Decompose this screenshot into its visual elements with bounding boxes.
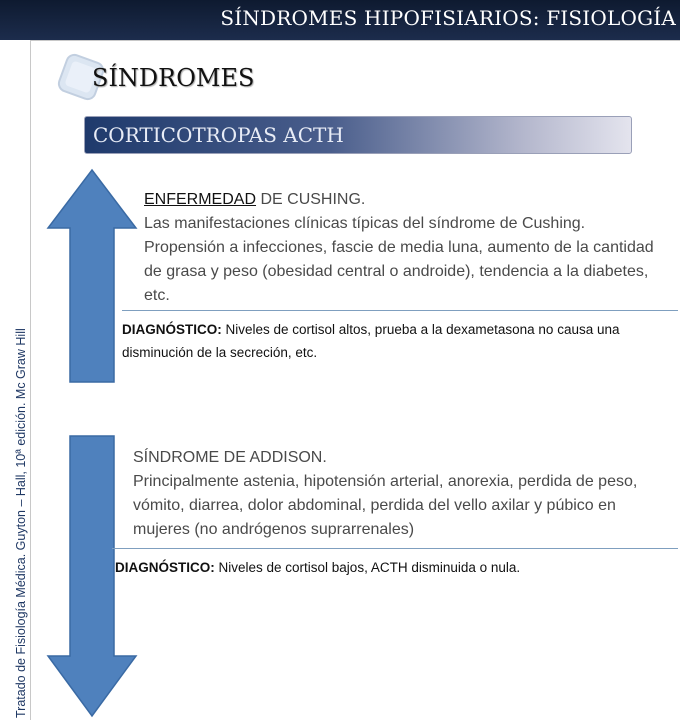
addison-dx-label: DIAGNÓSTICO:: [115, 560, 215, 575]
page-title: SÍNDROMES: [92, 64, 255, 92]
cushing-heading-underlined: ENFERMEDAD: [144, 191, 257, 208]
citation-text: Tratado de Fisiología Médica. Guyton – Hall, 10ª edición. Mc Graw Hill: [14, 328, 28, 718]
cushing-description: Las manifestaciones clínicas típicas del síndrome de Cushing. Propensión a infecciones, fascie de media luna, aumento de la cantidad de grasa y peso (obesidad central o androide), tendencia a la diabetes, etc.: [144, 215, 654, 304]
addison-block: [133, 446, 673, 542]
header-bar: [0, 0, 680, 40]
cushing-divider: [122, 310, 678, 311]
cushing-dx-label: DIAGNÓSTICO:: [122, 322, 222, 337]
addison-dx-text: Niveles de cortisol bajos, ACTH disminuida o nula.: [214, 560, 521, 575]
addison-heading: SÍNDROME DE ADDISON.: [133, 449, 327, 466]
addison-divider: [112, 548, 678, 549]
addison-diagnosis: [115, 556, 675, 579]
addison-description: Principalmente astenia, hipotensión arterial, anorexia, perdida de peso, vómito, diarrea, dolor abdominal, perdida del vello axilar y púbico en mujeres (no andrógenos suprarrenales): [133, 473, 638, 538]
cushing-heading: [144, 188, 664, 212]
cushing-dx-text: Niveles de cortisol altos, prueba a la dexametasona no causa una disminución de la secreción, etc.: [122, 322, 620, 360]
header-title: SÍNDROMES HIPOFISIARIOS: FISIOLOGÍA: [220, 6, 676, 30]
cushing-diagnosis: [122, 318, 662, 364]
cushing-heading-rest: DE CUSHING.: [256, 191, 366, 208]
section-header-label: CORTICOTROPAS ACTH: [93, 123, 344, 147]
cushing-block: [144, 188, 664, 308]
section-header-bar: [84, 116, 632, 154]
